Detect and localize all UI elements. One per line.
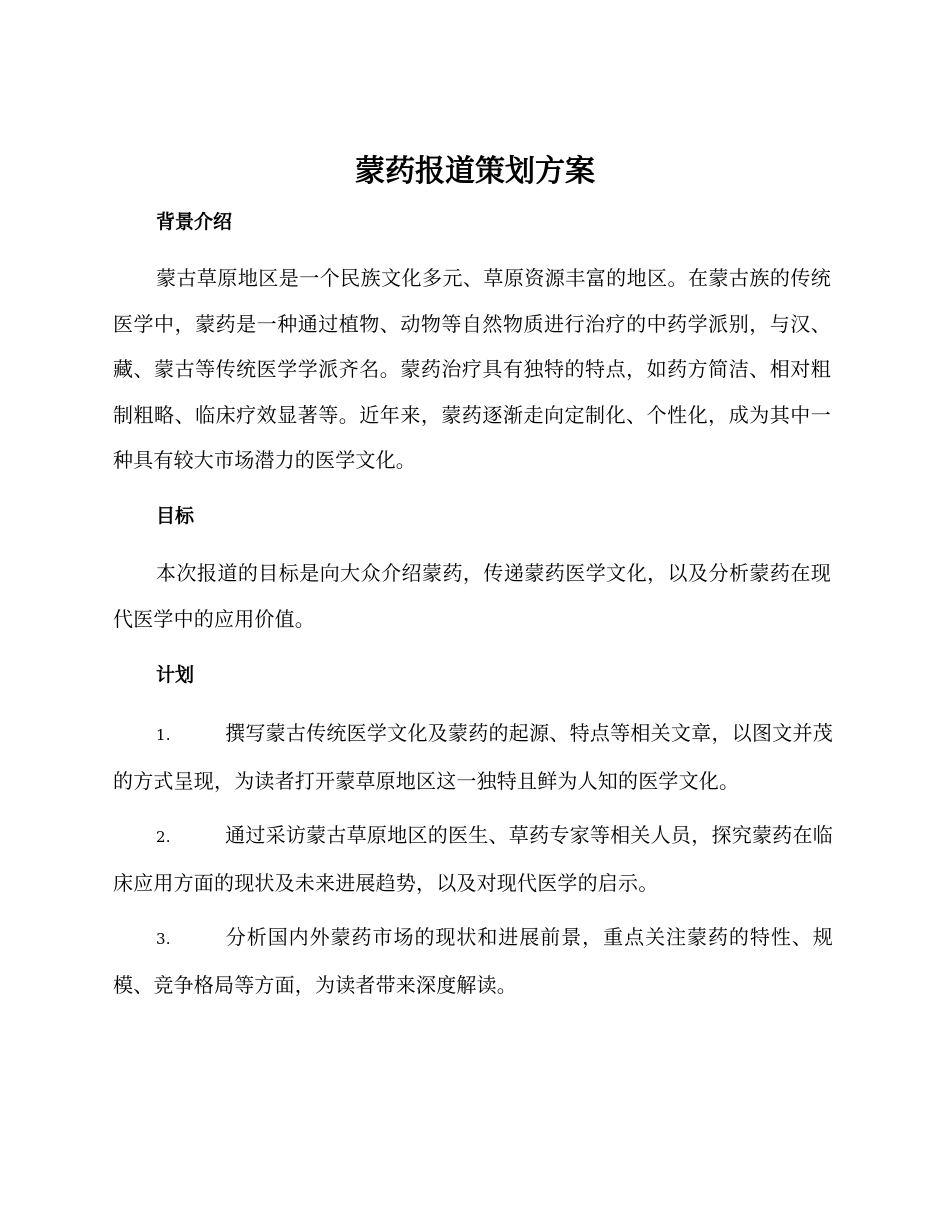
plan-list-item bbox=[113, 711, 833, 804]
list-item-number: 3. bbox=[156, 930, 171, 948]
list-item-number: 2. bbox=[156, 828, 171, 846]
section-heading-background: 背景介绍 bbox=[156, 211, 233, 233]
plan-list-item bbox=[113, 813, 833, 906]
document-title: 蒙药报道策划方案 bbox=[355, 154, 595, 189]
list-item-text: 通过采访蒙古草原地区的医生、草药专家等相关人员，探究蒙药在临床应用方面的现状及未来进展趋势，以及对现代医学的启示。 bbox=[113, 823, 833, 895]
section-paragraph-background: 蒙古草原地区是一个民族文化多元、草原资源丰富的地区。在蒙古族的传统医学中，蒙药是一种通过植物、动物等自然物质进行治疗的中药学派别，与汉、藏、蒙古等传统医学学派齐名。蒙药治疗具有独特的特点，如药方简洁、相对粗制粗略、临床疗效显著等。近年来，蒙药逐渐走向定制化、个性化，成为其中一种具有较大市场潜力的医学文化。 bbox=[113, 266, 831, 472]
section-paragraph-goal: 本次报道的目标是向大众介绍蒙药，传递蒙药医学文化，以及分析蒙药在现代医学中的应用价值。 bbox=[113, 561, 831, 631]
list-item-text: 分析国内外蒙药市场的现状和进展前景，重点关注蒙药的特性、规模、竞争格局等方面，为读者带来深度解读。 bbox=[113, 925, 833, 997]
plan-list-item bbox=[113, 915, 833, 1008]
list-item-text: 撰写蒙古传统医学文化及蒙药的起源、特点等相关文章，以图文并茂的方式呈现，为读者打开蒙草原地区这一独特且鲜为人知的医学文化。 bbox=[113, 721, 833, 793]
section-heading-goal: 目标 bbox=[156, 505, 195, 527]
section-heading-plan: 计划 bbox=[156, 664, 195, 686]
list-item-number: 1. bbox=[156, 726, 171, 744]
